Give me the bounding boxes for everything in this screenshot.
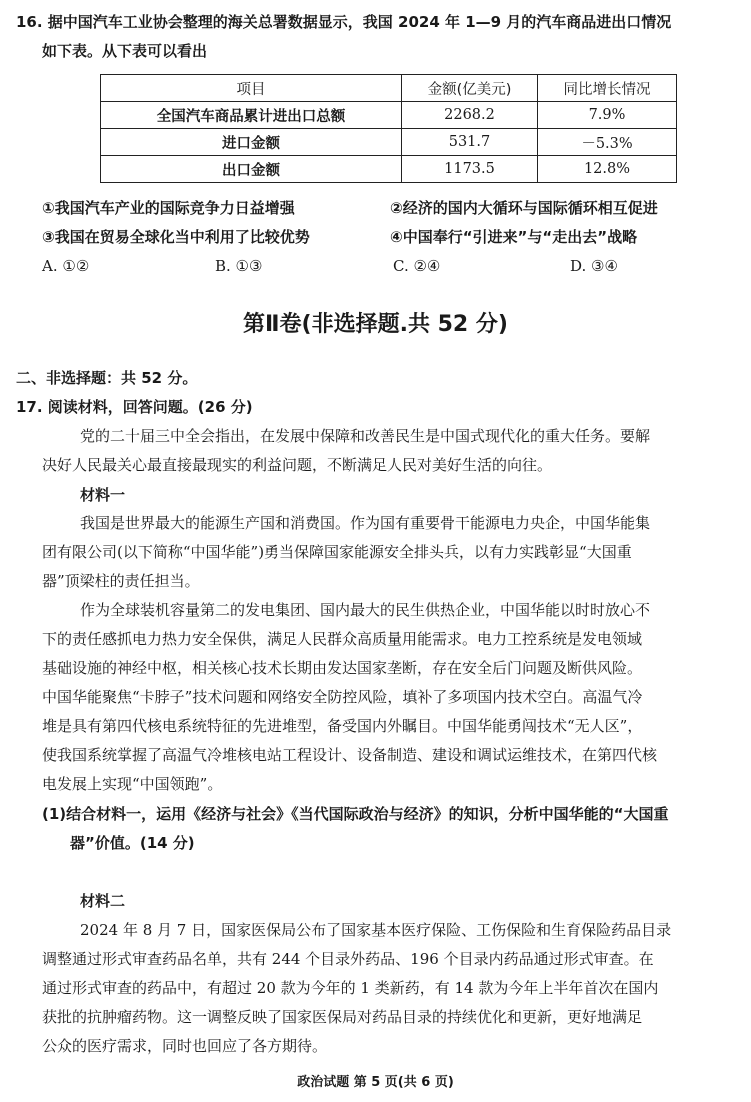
table-row: [101, 129, 677, 156]
table-cell: 全国汽车商品累计进出口总额: [101, 102, 402, 129]
table-cell: 出口金额: [101, 156, 402, 183]
q16-stem-line2: 如下表。从下表可以看出: [42, 42, 208, 60]
material-1-text: 堆是具有第四代核电系统特征的先进堆型，备受国内外瞩目。中国华能勇闯技术“无人区”，: [42, 717, 643, 735]
material-1-text: 使我国系统掌握了高温气冷堆核电站工程设计、设备制造、建设和调试运维技术，在第四代核: [42, 746, 658, 764]
table-cell: 12.8%: [538, 156, 677, 183]
material-1-text: 电发展上实现“中国领跑”。: [42, 775, 223, 793]
table-cell: －5.3%: [538, 129, 677, 156]
table-cell: 531.7: [402, 129, 538, 156]
table-header-item: 项目: [101, 75, 402, 102]
q16-option-3: ③我国在贸易全球化当中利用了比较优势: [42, 228, 310, 246]
q16-choice-a: A. ①②: [42, 257, 90, 275]
material-1-title: 材料一: [80, 486, 126, 504]
material-2-text: 2024 年 8 月 7 日，国家医保局公布了国家基本医疗保险、工伤保险和生育保险药品目录: [80, 921, 672, 939]
q16-option-1: ①我国汽车产业的国际竞争力日益增强: [42, 199, 295, 217]
material-1-text: 下的责任感抓电力热力安全保供，满足人民群众高质量用能需求。电力工控系统是发电领域: [42, 630, 643, 648]
material-2-text: 公众的医疗需求，同时也回应了各方期待。: [42, 1037, 328, 1055]
material-1-text: 中国华能聚焦“卡脖子”技术问题和网络安全防控风险，填补了多项国内技术空白。高温气冷: [42, 688, 643, 706]
material-1-text: 基础设施的神经中枢，相关核心技术长期由发达国家垄断，存在安全后门问题及断供风险。: [42, 659, 643, 677]
table-cell: 1173.5: [402, 156, 538, 183]
table-cell: 2268.2: [402, 102, 538, 129]
table-header-amount: 金额(亿美元): [402, 75, 538, 102]
material-2-title: 材料二: [80, 892, 126, 910]
q16-option-4: ④中国奉行“引进来”与“走出去”战略: [390, 228, 638, 246]
q16-stem-line1: 16. 据中国汽车工业协会整理的海关总署数据显示，我国 2024 年 1—9 月的汽车商品进出口情况: [16, 13, 672, 31]
material-1-text: 作为全球装机容量第二的发电集团、国内最大的民生供热企业，中国华能以时时放心不: [80, 601, 651, 619]
material-2-text: 通过形式审查的药品中，有超过 20 款为今年的 1 类新药，有 14 款为今年上半年首次在国内: [42, 979, 659, 997]
section-title: 第Ⅱ卷(非选择题.共 52 分): [243, 312, 508, 337]
table-cell: 进口金额: [101, 129, 402, 156]
table-header-row: [101, 75, 677, 102]
page-footer: 政治试题 第 5 页(共 6 页): [297, 1075, 454, 1090]
part2-heading: 二、非选择题：共 52 分。: [16, 369, 198, 387]
table-cell: 7.9%: [538, 102, 677, 129]
material-1-text: 器”顶梁柱的责任担当。: [42, 572, 200, 590]
material-2-text: 获批的抗肿瘤药物。这一调整反映了国家医保局对药品目录的持续优化和更新，更好地满足: [42, 1008, 643, 1026]
q16-choice-d: D. ③④: [570, 257, 618, 275]
table-header-growth: 同比增长情况: [538, 75, 677, 102]
table-row: [101, 102, 677, 129]
sub-question-1: (1)结合材料一，运用《经济与社会》《当代国际政治与经济》的知识，分析中国华能的“大国重: [42, 805, 669, 823]
material-1-text: 团有限公司(以下简称“中国华能”)勇当保障国家能源安全排头兵，以有力实践彰显“大国重: [42, 543, 632, 561]
q16-choice-b: B. ①③: [215, 257, 263, 275]
sub-question-1-cont: 器”价值。(14 分): [70, 834, 195, 852]
material-2-text: 调整通过形式审查药品名单，共有 244 个目录外药品、196 个目录内药品通过形式审查。在: [42, 950, 654, 968]
import-export-table: [100, 74, 677, 183]
q17-intro-line2: 决好人民最关心最直接最现实的利益问题，不断满足人民对美好生活的向往。: [42, 456, 553, 474]
q16-option-2: ②经济的国内大循环与国际循环相互促进: [390, 199, 658, 217]
q17-heading: 17. 阅读材料，回答问题。(26 分): [16, 398, 253, 416]
material-1-text: 我国是世界最大的能源生产国和消费国。作为国有重要骨干能源电力央企，中国华能集: [80, 514, 651, 532]
q17-intro-line1: 党的二十届三中全会指出，在发展中保障和改善民生是中国式现代化的重大任务。要解: [80, 427, 651, 445]
table-row: [101, 156, 677, 183]
q16-choice-c: C. ②④: [393, 257, 441, 275]
